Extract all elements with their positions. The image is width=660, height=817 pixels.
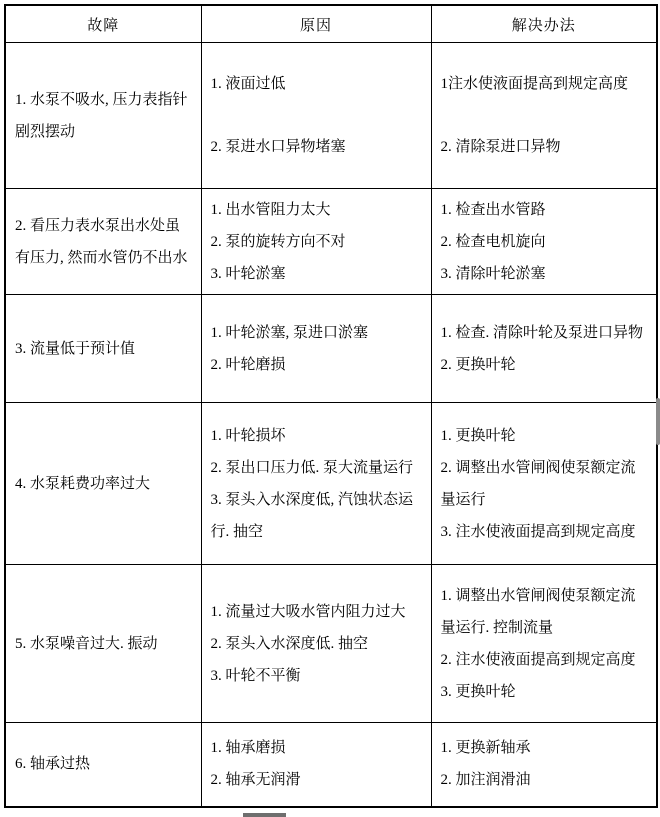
fault-text: 6. 轴承过热 <box>15 756 91 773</box>
cause-item: 2. 轴承无润滑 <box>210 772 301 789</box>
solution-item: 2. 调整出水管闸阀使泵额定流量运行 <box>440 459 636 508</box>
solution-item: 3. 更换叶轮 <box>440 683 516 700</box>
table-row <box>5 403 657 565</box>
fault-cell <box>5 403 201 565</box>
cause-item: 1. 轴承磨损 <box>210 740 286 757</box>
horizontal-scrollbar-thumb[interactable] <box>243 813 286 817</box>
table-row <box>5 723 657 807</box>
cause-item: 3. 叶轮淤塞 <box>210 265 286 282</box>
cause-item: 2. 泵出口压力低. 泵大流量运行 <box>210 459 414 476</box>
table-row <box>5 43 657 189</box>
fault-cell <box>5 43 201 189</box>
table-row <box>5 565 657 723</box>
cause-item: 1. 叶轮淤塞, 泵进口淤塞 <box>210 324 369 341</box>
cause-item: 1. 出水管阻力太大 <box>210 201 331 218</box>
pump-troubleshooting-table <box>4 4 658 808</box>
column-header-solution: 解决办法 <box>431 5 657 43</box>
fault-cell <box>5 565 201 723</box>
cause-item: 3. 叶轮不平衡 <box>210 667 301 684</box>
cause-item: 1. 液面过低 <box>210 76 286 92</box>
cause-item: 2. 叶轮磨损 <box>210 356 286 373</box>
solution-item: 2. 清除泵进口异物 <box>440 139 561 155</box>
fault-cell <box>5 295 201 403</box>
cause-item: 1. 流量过大吸水管内阻力过大 <box>210 603 406 620</box>
solution-cell <box>431 295 657 403</box>
fault-text: 2. 看压力表水泵出水处虽有压力, 然而水管仍不出水 <box>15 217 188 266</box>
solution-cell <box>431 565 657 723</box>
solution-item: 2. 注水使液面提高到规定高度 <box>440 651 636 668</box>
fault-cell <box>5 189 201 295</box>
solution-cell <box>431 403 657 565</box>
cause-item: 3. 泵头入水深度低, 汽蚀状态运行. 抽空 <box>210 491 414 540</box>
solution-item: 1. 检查出水管路 <box>440 201 546 218</box>
table-row <box>5 189 657 295</box>
table-header-row <box>5 5 657 43</box>
solution-item: 1. 更换叶轮 <box>440 427 516 444</box>
solution-item: 2. 更换叶轮 <box>440 356 516 373</box>
table-row <box>5 295 657 403</box>
solution-item: 3. 注水使液面提高到规定高度 <box>440 523 636 540</box>
cause-cell <box>201 43 431 189</box>
fault-text: 1. 水泵不吸水, 压力表指针剧烈摆动 <box>15 91 188 140</box>
fault-cell <box>5 723 201 807</box>
fault-text: 4. 水泵耗费功率过大 <box>15 475 151 492</box>
solution-cell <box>431 43 657 189</box>
cause-item: 2. 泵头入水深度低. 抽空 <box>210 635 369 652</box>
cause-cell <box>201 723 431 807</box>
cause-item: 2. 泵进水口异物堵塞 <box>210 139 346 155</box>
cause-item: 1. 叶轮损坏 <box>210 427 286 444</box>
column-header-fault: 故障 <box>5 5 201 43</box>
cause-item: 2. 泵的旋转方向不对 <box>210 233 346 250</box>
solution-item: 1. 检查. 清除叶轮及泵进口异物 <box>440 324 644 341</box>
vertical-scrollbar-thumb[interactable] <box>656 398 660 445</box>
solution-item: 2. 加注润滑油 <box>440 772 531 789</box>
solution-item: 1. 更换新轴承 <box>440 740 531 757</box>
cause-cell <box>201 565 431 723</box>
solution-item: 2. 检查电机旋向 <box>440 233 546 250</box>
cause-cell <box>201 295 431 403</box>
solution-cell <box>431 189 657 295</box>
solution-item: 3. 清除叶轮淤塞 <box>440 265 546 282</box>
column-header-cause: 原因 <box>201 5 431 43</box>
fault-text: 5. 水泵噪音过大. 振动 <box>15 635 158 652</box>
cause-cell <box>201 403 431 565</box>
solution-item: 1. 调整出水管闸阀使泵额定流量运行. 控制流量 <box>440 587 636 636</box>
cause-cell <box>201 189 431 295</box>
solution-cell <box>431 723 657 807</box>
fault-text: 3. 流量低于预计值 <box>15 340 136 357</box>
solution-item: 1注水使液面提高到规定高度 <box>440 76 629 92</box>
